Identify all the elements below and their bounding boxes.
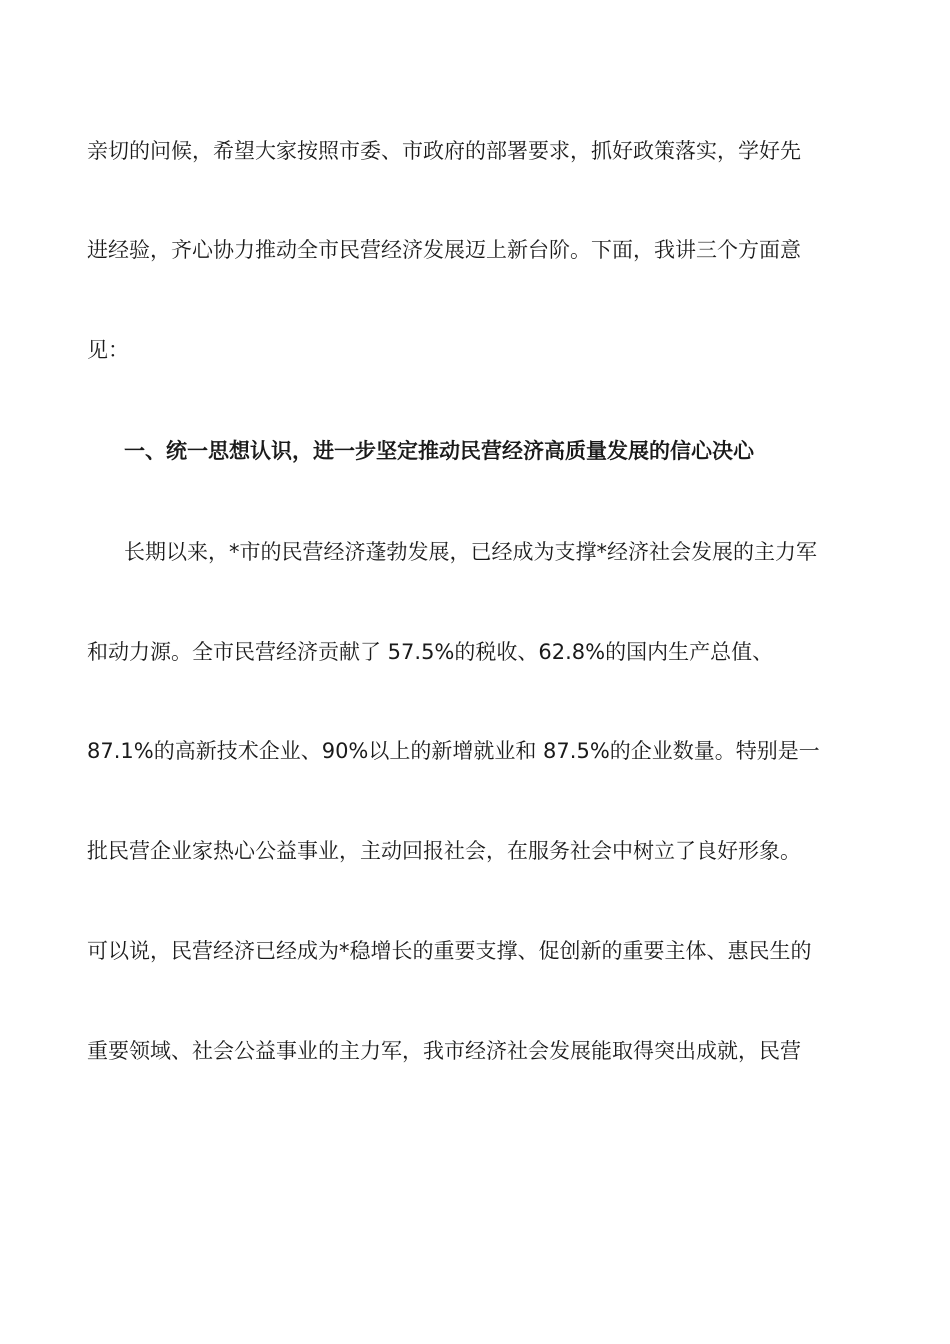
paragraph-line-2: 进经验，齐心协力推动全市民营经济发展迈上新台阶。下面，我讲三个方面意 xyxy=(87,238,801,262)
paragraph-line-1: 亲切的问候，希望大家按照市委、市政府的部署要求，抓好政策落实，学好先 xyxy=(87,139,801,163)
paragraph-line-9: 重要领域、社会公益事业的主力军，我市经济社会发展能取得突出成就，民营 xyxy=(87,1039,801,1063)
paragraph-line-7: 批民营企业家热心公益事业，主动回报社会，在服务社会中树立了良好形象。 xyxy=(87,839,801,863)
paragraph-line-3: 见： xyxy=(87,338,129,362)
paragraph-line-8: 可以说，民营经济已经成为*稳增长的重要支撑、促创新的重要主体、惠民生的 xyxy=(87,939,812,963)
paragraph-line-4: 长期以来，*市的民营经济蓬勃发展，已经成为支撑*经济社会发展的主力军 xyxy=(124,540,817,564)
section-heading: 一、统一思想认识，进一步坚定推动民营经济高质量发展的信心决心 xyxy=(124,439,754,463)
paragraph-line-6: 87.1%的高新技术企业、90%以上的新增就业和 87.5%的企业数量。特别是一 xyxy=(87,739,820,763)
paragraph-line-5: 和动力源。全市民营经济贡献了 57.5%的税收、62.8%的国内生产总值、 xyxy=(87,640,774,664)
